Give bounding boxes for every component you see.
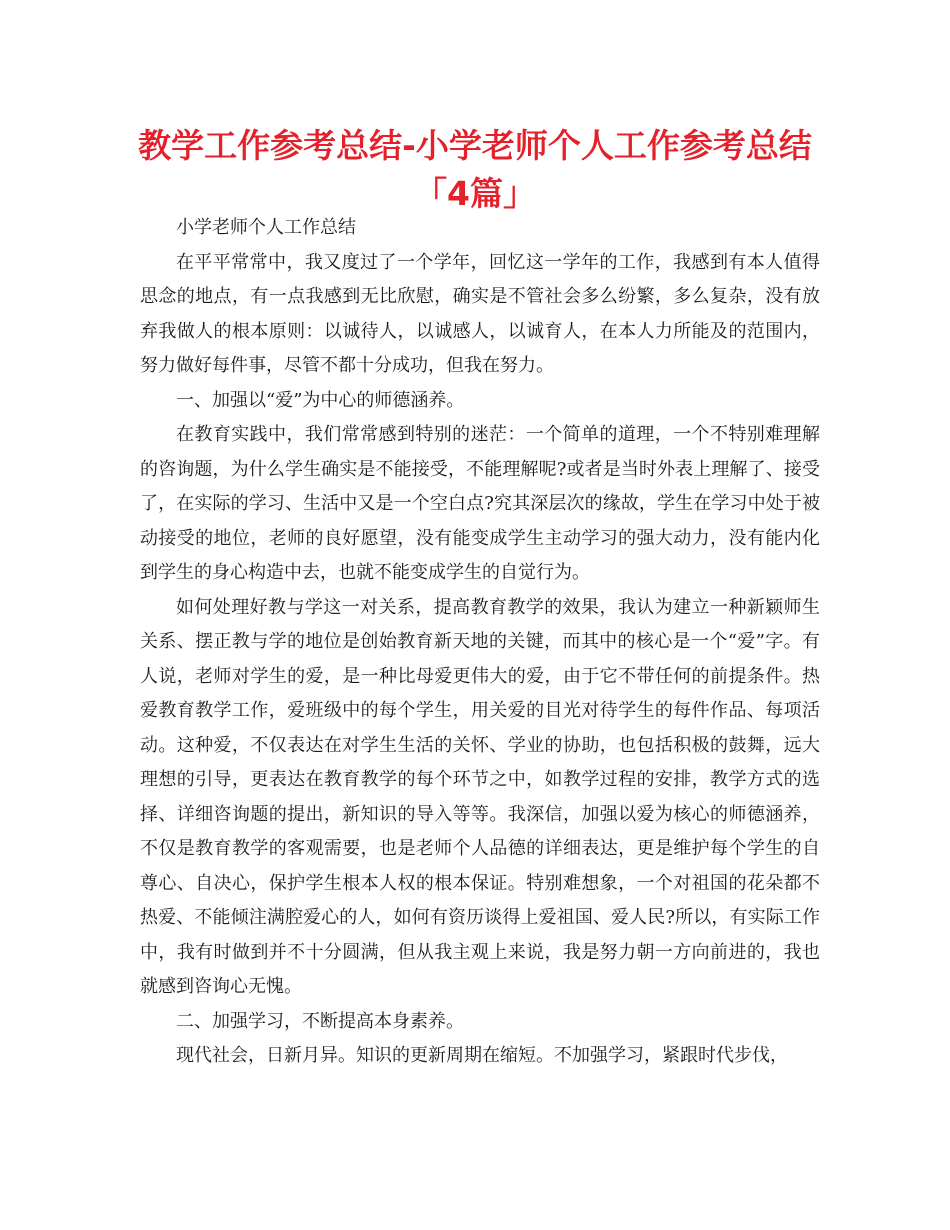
paragraph: 现代社会，日新月异。知识的更新周期在缩短。不加强学习，紧跟时代步伐，	[176, 1045, 788, 1066]
paragraph: 在教育实践中，我们常常感到特别的迷茫：一个简单的道理，一个不特别难理解的咨询题，为什么学生确实是不能接受，不能理解呢?或者是当时外表上理解了、接受了，在实际的学习、生活中又是一个空白点?究其深层次的缘故，学生在学习中处于被动接受的地位，老师的良好愿望，没有能变成学生主动学习的强大动力，没有能内化到学生的身心构造中去，也就不能变成学生的自觉行为。	[140, 424, 820, 583]
paragraph: 如何处理好教与学这一对关系，提高教育教学的效果，我认为建立一种新颖师生关系、摆正教与学的地位是创始教育新天地的关键，而其中的核心是一个“爱”字。有人说，老师对学生的爱，是一种比母爱更伟大的爱，由于它不带任何的前提条件。热爱教育教学工作，爱班级中的每个学生，用关爱的目光对待学生的每件作品、每项活动。这种爱，不仅表达在对学生生活的关怀、学业的协助，也包括积极的鼓舞，远大理想的引导，更表达在教育教学的每个环节之中，如教学过程的安排，教学方式的选择、详细咨询题的提出，新知识的导入等等。我深信，加强以爱为核心的师德涵养，不仅是教育教学的客观需要，也是老师个人品德的详细表达，更是维护每个学生的自尊心、自决心，保护学生根本人权的根本保证。特别难想象，一个对祖国的花朵都不热爱、不能倾注满腔爱心的人，如何有资历谈得上爱祖国、爱人民?所以，有实际工作中，我有时做到并不十分圆满，但从我主观上来说，我是努力朝一方向前进的，我也就感到咨询心无愧。	[140, 596, 820, 997]
paragraph: 在平平常常中，我又度过了一个学年，回忆这一学年的工作，我感到有本人值得思念的地点，有一点我感到无比欣慰，确实是不管社会多么纷繁，多么复杂，没有放弃我做人的根本原则：以诚待人，以诚感人，以诚育人，在本人力所能及的范围内，努力做好每件事，尽管不都十分成功，但我在努力。	[140, 251, 820, 376]
section-heading: 小学老师个人工作总结	[176, 217, 356, 238]
section-heading: 二、加强学习，不断提高本身素养。	[176, 1010, 464, 1032]
title-line-1: 教学工作参考总结-小学老师个人工作参考总结	[138, 126, 812, 165]
title-line-2: 「4篇」	[414, 174, 536, 213]
section-heading: 一、加强以“爱”为中心的师德涵养。	[176, 389, 465, 411]
document-title	[100, 122, 850, 218]
document-body	[140, 211, 820, 1074]
